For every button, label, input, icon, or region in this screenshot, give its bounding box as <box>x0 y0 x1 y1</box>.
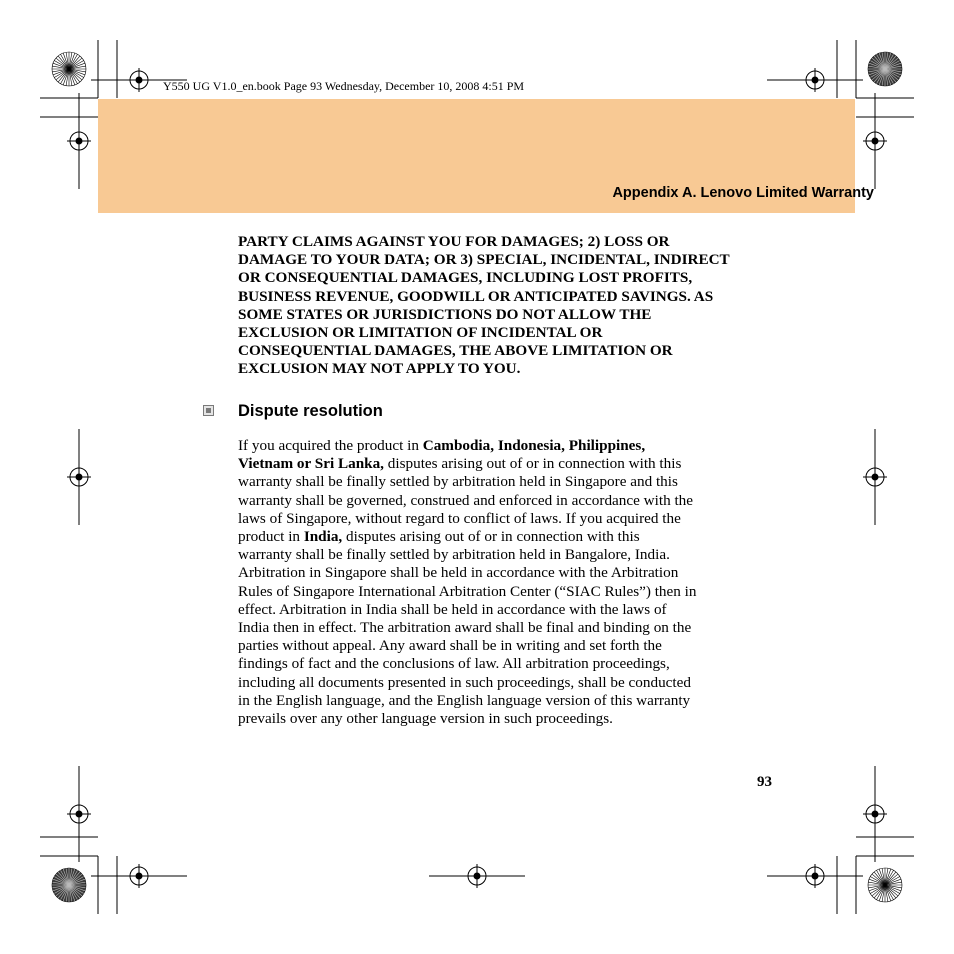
body-line <box>238 437 783 455</box>
body-line: Rules of Singapore International Arbitration Center (“SIAC Rules”) then in <box>238 582 697 600</box>
legal-line: OR CONSEQUENTIAL DAMAGES, INCLUDING LOST PROFITS, <box>238 269 693 287</box>
slug-line: Y550 UG V1.0_en.book Page 93 Wednesday, December 10, 2008 4:51 PM <box>163 79 525 93</box>
body-line: warranty shall be finally settled by arbitration held in Singapore and this <box>238 473 678 491</box>
registration-mark-icon <box>767 864 863 888</box>
starburst-target-icon <box>52 868 86 902</box>
registration-mark-icon <box>67 93 91 189</box>
body-line: including all documents presented in such proceedings, shall be conducted <box>238 673 691 691</box>
legal-disclaimer <box>238 233 783 379</box>
body-line <box>238 455 783 473</box>
legal-line: EXCLUSION MAY NOT APPLY TO YOU. <box>238 360 521 378</box>
registration-mark-icon <box>91 864 187 888</box>
registration-mark-icon <box>67 766 91 862</box>
body-line: warranty shall be finally settled by arbitration held in Bangalore, India. <box>238 546 670 564</box>
running-header-title: Appendix A. Lenovo Limited Warranty <box>612 185 874 201</box>
square-bullet-icon <box>203 405 214 416</box>
registration-mark-icon <box>863 429 887 525</box>
section-heading: Dispute resolution <box>238 402 383 420</box>
body-text-run: If you acquired the product in <box>238 437 423 454</box>
legal-line: DAMAGE TO YOUR DATA; OR 3) SPECIAL, INCIDENTAL, INDIRECT <box>238 251 730 269</box>
dispute-resolution-paragraph <box>238 437 783 728</box>
body-line: findings of fact and the conclusions of law. All arbitration proceedings, <box>238 655 670 673</box>
registration-mark-icon <box>429 864 525 888</box>
body-line: prevails over any other language version in such proceedings. <box>238 710 613 728</box>
country-list-bold: Vietnam or Sri Lanka, <box>238 455 384 473</box>
starburst-target-icon <box>868 52 902 86</box>
registration-mark-icon <box>863 93 887 189</box>
registration-mark-icon <box>67 429 91 525</box>
legal-line: EXCLUSION OR LIMITATION OF INCIDENTAL OR <box>238 324 603 342</box>
legal-line: CONSEQUENTIAL DAMAGES, THE ABOVE LIMITATION OR <box>238 342 673 360</box>
body-line: in the English language, and the English language version of this warranty <box>238 691 691 709</box>
body-line: Arbitration in Singapore shall be held in accordance with the Arbitration <box>238 564 679 582</box>
body-text-run: disputes arising out of or in connection with this <box>383 455 682 473</box>
body-line: laws of Singapore, without regard to conflict of laws. If you acquired the <box>238 509 681 527</box>
legal-line: BUSINESS REVENUE, GOODWILL OR ANTICIPATED SAVINGS. AS <box>238 287 714 305</box>
legal-line: SOME STATES OR JURISDICTIONS DO NOT ALLOW THE <box>238 305 652 323</box>
body-line <box>238 528 783 546</box>
legal-line: PARTY CLAIMS AGAINST YOU FOR DAMAGES; 2) LOSS OR <box>238 233 670 250</box>
body-line: India then in effect. The arbitration award shall be final and binding on the <box>238 619 692 637</box>
body-line: effect. Arbitration in India shall be held in accordance with the laws of <box>238 600 667 618</box>
body-line: parties without appeal. Any award shall be in writing and set forth the <box>238 637 662 655</box>
body-text-run: disputes arising out of or in connection with this <box>342 528 640 546</box>
starburst-target-icon <box>52 52 86 86</box>
page-number: 93 <box>757 774 772 790</box>
registration-mark-icon <box>767 68 863 92</box>
registration-mark-icon <box>863 766 887 862</box>
body-line: warranty shall be governed, construed and enforced in accordance with the <box>238 491 694 509</box>
country-india-bold: India, <box>303 528 343 546</box>
starburst-target-icon <box>868 868 902 902</box>
country-list-bold: Cambodia, Indonesia, Philippines, <box>422 437 646 454</box>
body-text-run: product in <box>238 528 304 546</box>
